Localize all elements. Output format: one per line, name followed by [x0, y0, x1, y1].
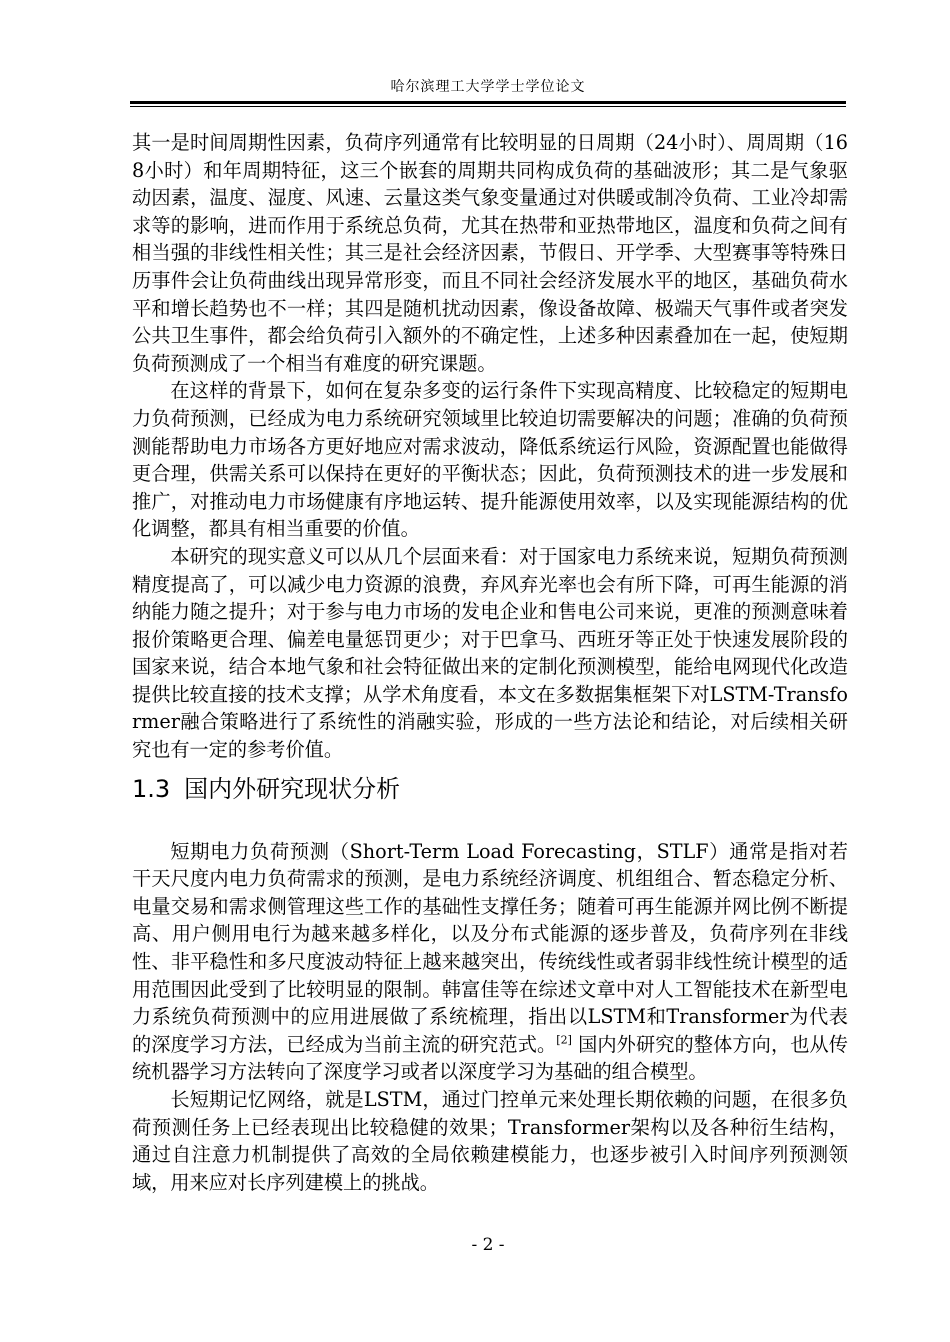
section-title: 国内外研究现状分析: [184, 774, 401, 803]
header-rule-thick: [130, 101, 846, 104]
section-heading: [132, 772, 848, 806]
paragraph: 在这样的背景下，如何在复杂多变的运行条件下实现高精度、比较稳定的短期电力负荷预测，已经成为电力系统研究领域里比较迫切需要解决的问题；准确的负荷预测能帮助电力市场各方更好地应对需求波动，降低系统运行风险，资源配置也能做得更合理，供需关系可以保持在更好的平衡状态；因此，负荷预测技术的进一步发展和推广，对推动电力市场健康有序地运转、提升能源使用效率，以及实现能源结构的优化调整，都具有相当重要的价值。: [132, 379, 848, 541]
page-number: - 2 -: [471, 1235, 505, 1255]
paragraph-continued: 其一是时间周期性因素，负荷序列通常有比较明显的日周期（24小时）、周周期（168小时）和年周期特征，这三个嵌套的周期共同构成负荷的基础波形；其二是气象驱动因素，温度、湿度、风速、云量这类气象变量通过对供暖或制冷负荷、工业冷却需求等的影响，进而作用于系统总负荷，尤其在热带和亚热带地区，温度和负荷之间有相当强的非线性相关性；其三是社会经济因素，节假日、开学季、大型赛事等特殊日历事件会让负荷曲线出现异常形变，而且不同社会经济发展水平的地区，基础负荷水平和增长趋势也不一样；其四是随机扰动因素，像设备故障、极端天气事件或者突发公共卫生事件，都会给负荷引入额外的不确定性，上述多种因素叠加在一起，使短期负荷预测成了一个相当有难度的研究课题。: [132, 131, 848, 375]
paragraph-text: 国内外研究的整体方向，也从传统机器学习方法转向了深度学习或者以深度学习为基础的组合模型。: [132, 1032, 848, 1084]
body-text: [132, 129, 848, 1196]
header-rule-thin: [130, 106, 846, 107]
paragraph-text: 短期电力负荷预测（Short-Term Load Forecasting，STLF）通常是指对若干天尺度内电力负荷需求的预测，是电力系统经济调度、机组组合、暂态稳定分析、电量交易和需求侧管理这些工作的基础性支撑任务；随着可再生能源并网比例不断提高、用户侧用电行为越来越多样化，以及分布式能源的逐步普及，负荷序列在非线性、非平稳性和多尺度波动特征上越来越突出，传统线性或者弱非线性统计模型的适用范围因此受到了比较明显的限制。韩富佳等在综述文章中对人工智能技术在新型电力系统负荷预测中的应用进展做了系统梳理，指出以LSTM和Transformer为代表的深度学习方法，已经成为当前主流的研究范式。: [132, 839, 848, 1056]
paragraph: 长短期记忆网络，就是LSTM，通过门控单元来处理长期依赖的问题，在很多负荷预测任务上已经表现出比较稳健的效果；Transformer架构以及各种衍生结构，通过自注意力机制提供了高效的全局依赖建模能力，也逐步被引入时间序列预测领域，用来应对长序列建模上的挑战。: [132, 1088, 848, 1194]
paragraph: 本研究的现实意义可以从几个层面来看：对于国家电力系统来说，短期负荷预测精度提高了，可以减少电力资源的浪费，弃风弃光率也会有所下降，可再生能源的消纳能力随之提升；对于参与电力市场的发电企业和售电公司来说，更准的预测意味着报价策略更合理、偏差电量惩罚更少；对于巴拿马、西班牙等正处于快速发展阶段的国家来说，结合本地气象和社会特征做出来的定制化预测模型，能给电网现代化改造提供比较直接的技术支撑；从学术角度看，本文在多数据集框架下对LSTM-Transformer融合策略进行了系统性的消融实验，形成的一些方法论和结论，对后续相关研究也有一定的参考价值。: [132, 544, 848, 762]
paragraph: [132, 838, 848, 1086]
citation-ref[interactable]: [2]: [556, 1033, 572, 1047]
running-header: 哈尔滨理工大学学士学位论文: [390, 79, 586, 95]
section-number: 1.3: [132, 774, 171, 803]
